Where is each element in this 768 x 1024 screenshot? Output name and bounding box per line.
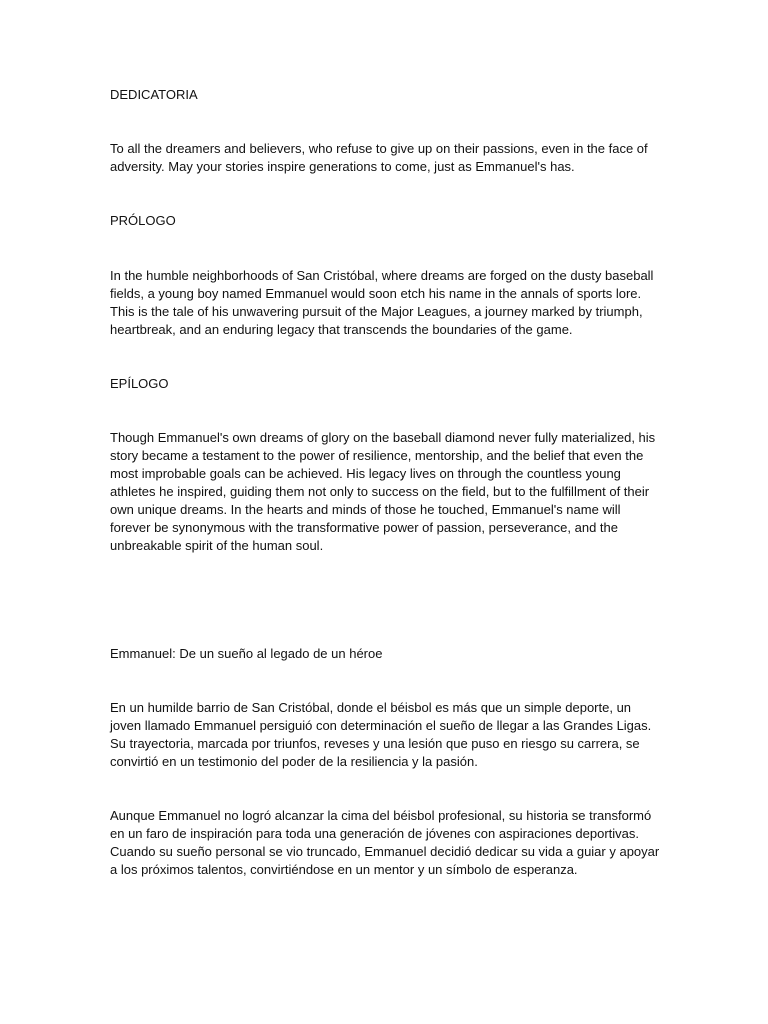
dedicatoria-heading: DEDICATORIA — [110, 87, 198, 102]
prologo-heading: PRÓLOGO — [110, 213, 176, 228]
prologo-paragraph: In the humble neighborhoods of San Cristóbal, where dreams are forged on the dusty baseball fields, a young boy named Emmanuel would soon etch his name in the annals of sports lore. This is the tale of his unwavering pursuit of the Major Leagues, a journey marked by triumph, heartbreak, and an enduring legacy that transcends the boundaries of the game. — [110, 268, 654, 337]
spanish-title: Emmanuel: De un sueño al legado de un héroe — [110, 646, 383, 661]
dedicatoria-paragraph: To all the dreamers and believers, who refuse to give up on their passions, even in the face of adversity. May your stories inspire generations to come, just as Emmanuel's has. — [110, 141, 648, 174]
epilogo-paragraph: Though Emmanuel's own dreams of glory on the baseball diamond never fully materialized, his story became a testament to the power of resilience, mentorship, and the belief that even the most improbable goals can be achieved. His legacy lives on through the countless young athletes he inspired, guiding them not only to success on the field, but to the fulfillment of their own unique dreams. In the hearts and minds of those he touched, Emmanuel's name will forever be synonymous with the transformative power of passion, perseverance, and the unbreakable spirit of the human soul. — [110, 430, 656, 553]
spanish-paragraph-1: En un humilde barrio de San Cristóbal, donde el béisbol es más que un simple deporte, un joven llamado Emmanuel persiguió con determinación el sueño de llegar a las Grandes Ligas. Su trayectoria, marcada por triunfos, reveses y una lesión que puso en riesgo su carrera, se convirtió en un testimonio del poder de la resiliencia y la pasión. — [110, 700, 652, 769]
spanish-paragraph-2: Aunque Emmanuel no logró alcanzar la cima del béisbol profesional, su historia se transformó en un faro de inspiración para toda una generación de jóvenes con aspiraciones deportivas. Cuando su sueño personal se vio truncado, Emmanuel decidió dedicar su vida a guiar y apoyar a los próximos talentos, convirtiéndose en un mentor y un símbolo de esperanza. — [110, 808, 660, 877]
epilogo-heading: EPÍLOGO — [110, 376, 169, 391]
